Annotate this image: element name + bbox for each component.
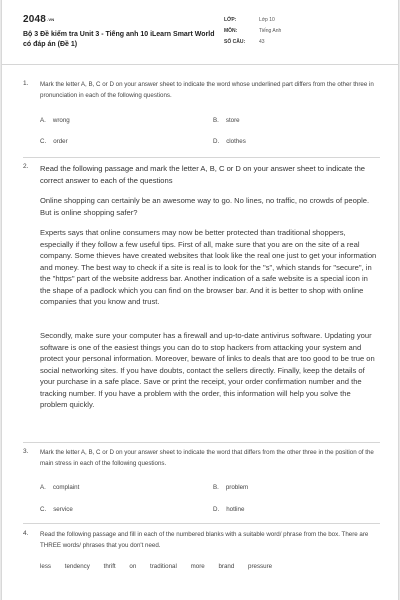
option-text: clothes	[226, 138, 246, 145]
option-letter: D.	[213, 506, 220, 513]
option-a[interactable]	[40, 484, 79, 491]
word-box-item: pressure	[248, 563, 273, 570]
word-box-item: less	[40, 563, 52, 570]
site-logo[interactable]	[23, 14, 54, 25]
meta-row-subject	[224, 26, 281, 37]
meta-key: LỚP:	[224, 17, 237, 23]
option-d[interactable]	[213, 138, 246, 145]
option-text: wrong	[52, 117, 70, 124]
word-box-item: tendency	[64, 563, 90, 570]
option-letter: C.	[40, 506, 47, 513]
word-box-item: more	[190, 563, 205, 570]
logo-suffix: .VN	[47, 17, 55, 22]
passage-paragraph-2: Experts says that online consumers may now be better protected than traditional shoppers, especially if they follow a few useful tips. First of all, make sure that you are on the site of a real company. Some thieves have created websites that look like the real one just to get your information and money. The best way to check if a site is real is to look for the "s", which stands for "secure", in the "https" part of the website address bar. Another indication of a safe website is a special icon in the shape of a padlock which you can find on the browser bar. And it is better to shop with online companies that you know and trust.	[40, 228, 377, 306]
option-b[interactable]	[213, 117, 240, 124]
question-3	[23, 448, 380, 469]
document-meta	[224, 15, 281, 48]
option-letter: A.	[40, 484, 46, 491]
word-box-item: thrift	[103, 563, 116, 570]
question-divider	[23, 523, 380, 524]
question-number: 4.	[23, 530, 29, 537]
question-number: 3.	[23, 448, 29, 455]
word-box-item: traditional	[150, 563, 177, 570]
option-c[interactable]	[40, 506, 73, 513]
option-letter: B.	[213, 117, 219, 124]
question-text: Mark the letter A, B, C or D on your answer sheet to indicate the word that differs from the other three in the position of the main stress in each of the following questions.	[40, 449, 374, 467]
document-title: Bộ 3 Đề kiểm tra Unit 3 - Tiếng anh 10 iLearn Smart World có đáp án (Đề 1)	[23, 31, 215, 48]
logo-text: 2048	[23, 14, 47, 25]
meta-value: Tiếng Anh	[259, 28, 282, 34]
meta-key: SỐ CÂU:	[224, 39, 246, 45]
option-text: problem	[225, 484, 249, 491]
option-text: complaint	[52, 484, 80, 491]
meta-value: 43	[259, 39, 265, 45]
meta-key: MÔN:	[224, 28, 238, 34]
passage-paragraph-1: Online shopping can certainly be an awesome way to go. No lines, no traffic, no crowds of people. But is online shopping safer?	[40, 196, 370, 217]
option-b[interactable]	[213, 484, 248, 491]
option-letter: A.	[40, 117, 46, 124]
question-text: Read the following passage and fill in each of the numbered blanks with a suitable word/ phrase from the box. There are THREE words/ phrases that you don't need.	[40, 531, 369, 549]
question-1	[23, 80, 380, 101]
question-number: 2.	[23, 163, 29, 170]
word-box-item: brand	[218, 563, 235, 570]
question-divider	[23, 157, 380, 158]
option-text: store	[225, 117, 240, 124]
page-header	[2, 0, 398, 65]
meta-value: Lớp 10	[259, 17, 275, 23]
option-text: hotline	[226, 506, 245, 513]
meta-row-class	[224, 15, 281, 26]
question-4	[23, 530, 380, 551]
document-page	[1, 0, 399, 600]
option-letter: D.	[213, 138, 220, 145]
option-c[interactable]	[40, 138, 68, 145]
option-letter: B.	[213, 484, 219, 491]
question-text: Read the following passage and mark the letter A, B, C or D on your answer sheet to indicate the correct answer to each of the questions	[40, 164, 366, 185]
word-box-item: on	[129, 563, 137, 570]
meta-row-count	[224, 37, 281, 48]
option-d[interactable]	[213, 506, 244, 513]
option-text: service	[53, 506, 73, 513]
question-2	[23, 163, 380, 186]
question-text: Mark the letter A, B, C or D on your answer sheet to indicate the word whose underlined part differs from the other three in pronunciation in each of the following questions.	[40, 81, 374, 99]
option-text: order	[53, 138, 68, 145]
word-box	[40, 563, 284, 570]
question-divider	[23, 442, 380, 443]
passage-paragraph-3: Secondly, make sure your computer has a firewall and up-to-date antivirus software. Updating your software is one of the easiest things you can do to stop hackers from attacking your system and protect your personal information. Moreover, beware of links to deals that are too good to be true on social networking sites. If you have doubts, contact the sellers directly. Finally, keep the details of your purchase in a safe place. Save or print the receipt, your order confirmation number and the tracking number. If you have a problem with the order, this information will help you solve the problem quickly.	[40, 331, 375, 409]
question-number: 1.	[23, 80, 29, 87]
option-letter: C.	[40, 138, 47, 145]
option-a[interactable]	[40, 117, 70, 124]
